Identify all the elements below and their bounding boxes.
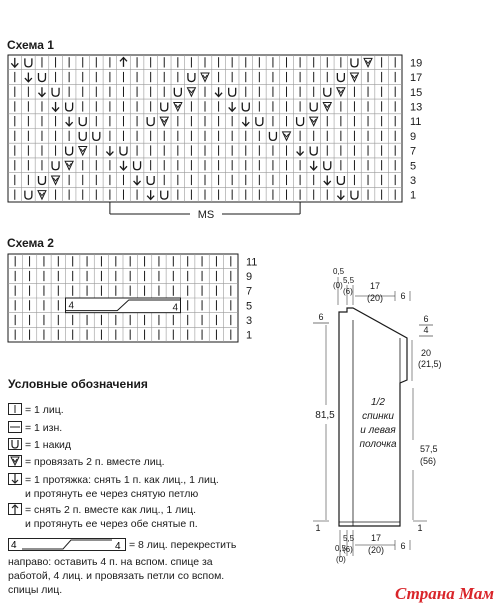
dim-bottom: 17: [370, 533, 382, 543]
scheme2-row-number: 11: [246, 256, 258, 269]
scheme1-row-number: 9: [410, 130, 417, 143]
center-label: спинки: [362, 411, 394, 422]
scheme1-row-number: 11: [410, 116, 422, 129]
legend-text: = 1 протяжка: снять 1 п. как лиц., 1 лиц. и протянуть ее через снятую петлю: [25, 474, 219, 500]
dim-bottom: 0,5: [335, 544, 347, 553]
ms-label: MS: [197, 209, 215, 221]
scheme1-row-number: 17: [410, 72, 423, 85]
legend-text: = снять 2 п. вместе как лиц., 1 лиц. и протянуть ее через обе снятые п.: [25, 504, 198, 530]
dim-bottom: (6): [343, 545, 353, 554]
svg-text:4: 4: [11, 540, 17, 551]
hem-mark: 1: [315, 523, 321, 533]
dim-bottom: (20): [367, 545, 385, 555]
scheme2-row-number: 5: [246, 300, 253, 313]
dim-side: 57,5: [420, 444, 438, 454]
legend-text: = 1 лиц.: [25, 404, 64, 416]
dim-armhole: 20: [421, 348, 432, 358]
hem-mark: 1: [417, 523, 423, 533]
scheme1-row-number: 15: [410, 86, 423, 99]
dim-armhole: (21,5): [418, 359, 442, 369]
legend-text: = 1 накид: [25, 439, 72, 451]
scheme2-row-number: 9: [246, 271, 253, 283]
scheme1-row-number: 13: [410, 101, 423, 114]
dim-top: 6: [400, 291, 406, 301]
dim-top: (20): [366, 293, 384, 303]
cable-count-right: 4: [172, 302, 179, 314]
dim-side: (56): [420, 456, 437, 466]
scheme1-title: Схема 1: [7, 38, 54, 52]
dim-bottom: 6: [400, 541, 406, 551]
dim-height: 81,5: [315, 410, 335, 421]
scheme2-title: Схема 2: [7, 236, 54, 250]
cable-count-left: 4: [68, 300, 75, 312]
dim-bottom: 5,5: [343, 534, 355, 543]
scheme1-row-number: 1: [410, 189, 417, 202]
scheme1-row-number: 7: [410, 145, 417, 158]
center-label: 1/2: [371, 397, 385, 408]
dim-right: 4: [423, 325, 429, 335]
center-label: и левая: [360, 425, 396, 436]
legend-text: = 8 лиц. перекрестить направо: оставить 4 п. на вспом. спице за работой, 4 лиц. и провязать петли со вспом. спицы лиц.: [8, 539, 237, 596]
scheme1-row-number: 3: [410, 174, 417, 187]
dim-top: 17: [369, 281, 381, 291]
legend-title: Условные обозначения: [8, 377, 148, 391]
watermark: Страна Мам: [394, 584, 494, 603]
scheme1-row-number: 5: [410, 160, 417, 173]
scheme2-row-number: 7: [246, 285, 253, 298]
dim-top: (6): [343, 287, 353, 296]
dim-top: 5,5: [343, 276, 355, 285]
scheme2-row-number: 1: [246, 329, 253, 342]
dim-left: 6: [318, 312, 324, 322]
dim-bottom: (0): [336, 555, 346, 564]
scheme2-row-number: 3: [246, 315, 253, 327]
center-label: полочка: [359, 439, 397, 450]
legend-text: = провязать 2 п. вместе лиц.: [25, 456, 165, 468]
dim-top: (0): [333, 281, 343, 290]
dim-top: 0,5: [333, 267, 345, 276]
scheme1-row-number: 19: [410, 57, 423, 70]
svg-text:4: 4: [115, 541, 121, 551]
legend-text: = 1 изн.: [25, 422, 63, 434]
dim-right: 6: [423, 314, 429, 324]
